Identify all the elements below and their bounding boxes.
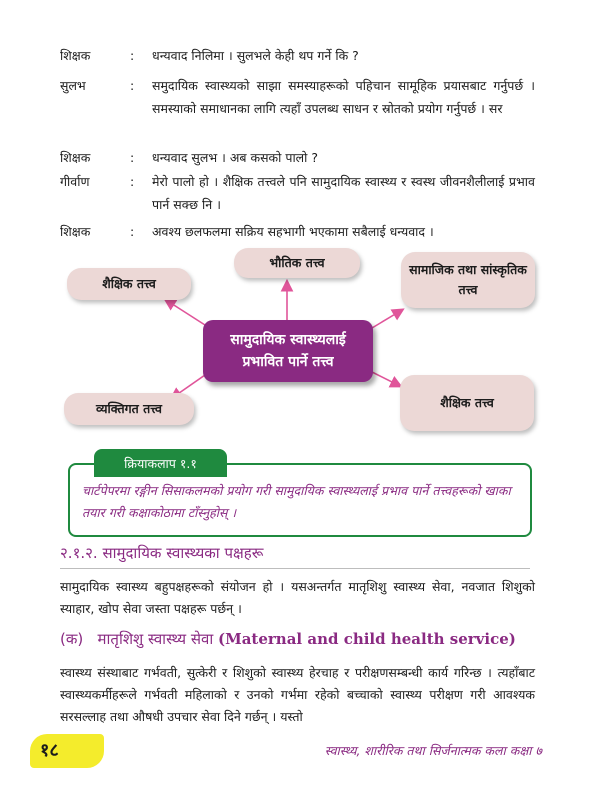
activity-title: क्रियाकलाप १.१ [94, 449, 227, 477]
section-paragraph: सामुदायिक स्वास्थ्य बहुपक्षहरूको संयोजन हो । यसअन्तर्गत मातृशिशु स्वास्थ्य सेवा, नवजात शिशुको स्याहार, खोप सेवा जस्ता पक्षहरू पर्छन् । [60, 579, 535, 616]
sub-paragraph: स्वास्थ्य संस्थाबाट गर्भवती, सुत्केरी र शिशुको स्वास्थ्य हेरचाह र परीक्षणसम्बन्धी कार्य गरिन्छ । त्यहाँबाट स्वास्थ्यकर्मीहरूले गर्भवती महिलाको र उनको गर्भमा रहेको बच्चाको स्वास्थ्य परीक्षण गरी आवश्यक सरसल्लाह तथा औषधी उपचार सेवा दिने गर्छन् । यस्तो [60, 665, 535, 724]
arrow-to-bottom-right [372, 372, 400, 386]
arrow-to-top-right [372, 310, 402, 328]
speech-text: धन्यवाद निलिमा । सुलभले केही थप गर्ने कि ? [152, 48, 359, 63]
speech-text: मेरो पालो हो । शैक्षिक तत्त्वले पनि सामुदायिक स्वास्थ्य र स्वस्थ जीवनशैलीलाई प्रभाव पार्न सक्छ नि । [152, 174, 535, 212]
section-heading: २.१.२. सामुदायिक स्वास्थ्यका पक्षहरू [60, 544, 264, 562]
factor-box-top: भौतिक तत्त्व [234, 248, 360, 278]
factor-box-bottom-right: शैक्षिक तत्त्व [400, 375, 534, 431]
speech-text: समुदायिक स्वास्थ्यको साझा समस्याहरूको पहिचान सामूहिक प्रयासबाट गर्नुपर्छ । समस्याको समाधानका लागि त्यहाँ उपलब्ध साधन र स्रोतको प्रयोग गर्नुपर्छ । सर [152, 78, 535, 116]
speaker-name: सुलभ [60, 78, 86, 93]
factor-box-top-right: सामाजिक तथा सांस्कृतिक तत्त्व [401, 252, 535, 308]
colon: : [130, 48, 135, 63]
colon: : [130, 224, 135, 239]
section-underline [60, 568, 530, 569]
arrow-to-top-left [166, 300, 205, 325]
speaker-name: शिक्षक [60, 224, 91, 239]
colon: : [130, 78, 135, 93]
factor-box-top-left: शैक्षिक तत्त्व [67, 268, 191, 300]
colon: : [130, 174, 135, 189]
speaker-name: शिक्षक [60, 48, 91, 63]
factor-box-bottom-left: व्यक्तिगत तत्त्व [64, 393, 194, 425]
sub-heading-english: (Maternal and child health service) [218, 630, 516, 648]
sub-heading [60, 629, 516, 649]
speech-text: धन्यवाद सुलभ । अब कसको पालो ? [152, 150, 319, 165]
speech-text: अवश्य छलफलमा सक्रिय सहभागी भएकामा सबैलाई धन्यवाद । [152, 224, 434, 239]
speaker-name: शिक्षक [60, 150, 91, 165]
page-number: १८ [40, 740, 59, 761]
diagram-center-box: सामुदायिक स्वास्थ्यलाई प्रभावित पार्ने तत्त्व [203, 320, 373, 382]
footer-book-title: स्वास्थ्य, शारीरिक तथा सिर्जनात्मक कला कक्षा ७ [324, 743, 542, 758]
sub-heading-marker: (क) [60, 630, 84, 648]
sub-heading-nepali: मातृशिशु स्वास्थ्य सेवा [97, 630, 214, 648]
activity-text: चार्टपेपरमा रङ्गीन सिसाकलमको प्रयोग गरी सामुदायिक स्वास्थ्यलाई प्रभाव पार्ने तत्त्वहरूको खाका तयार गरी कक्षाकोठामा टाँस्नुहोस् । [82, 483, 511, 520]
speaker-name: गीर्वाण [60, 174, 90, 189]
colon: : [130, 150, 135, 165]
